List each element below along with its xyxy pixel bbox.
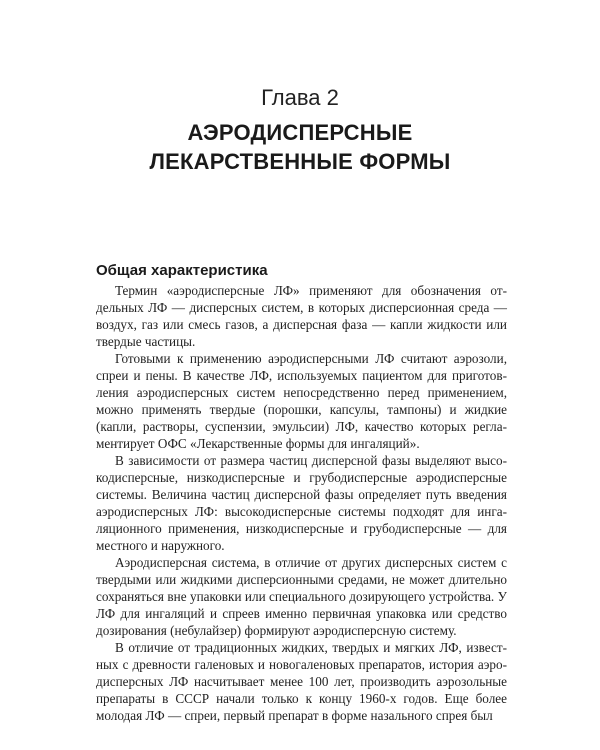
body-text bbox=[96, 282, 507, 724]
chapter-title bbox=[0, 118, 600, 176]
paragraph-4: Аэродисперсная система, в отличие от других дисперсных систем с твердыми или жидкими дисперсионными средами, не может длительно сохраняться вне упаковки или специального дозирующего устройства. У ЛФ для ингаляций и спреев именно первичная упаковка или средство дозирования (небулайзер) формируют аэродисперсную систему. bbox=[96, 555, 507, 638]
paragraph-1: Термин «аэродисперсные ЛФ» применяют для обозначения отдельных ЛФ — дисперсных систем, в которых дисперсионная среда — воздух, газ или смесь газов, а дисперсная фаза — капли жидкости или твердые частицы. bbox=[96, 283, 507, 349]
paragraph-3: В зависимости от размера частиц дисперсной фазы выделяют высокодисперсные, низкодисперсные и грубодисперсные аэродисперсные системы. Величина частиц дисперсной фазы определяет путь введения аэродисперсных ЛФ: высокодисперсные системы подходят для ингаляционного применения, низкодисперсные и грубодисперсные — для местного и наружного. bbox=[96, 453, 507, 553]
paragraph-2: Готовыми к применению аэродисперсными ЛФ считают аэрозоли, спреи и пены. В качестве ЛФ, используемых пациентом для приготовления аэродисперсных систем непосредственно перед применением, можно применять твердые (порошки, капсулы, тампоны) и жидкие (капли, растворы, суспензии, эмульсии) ЛФ, качество которых регламентирует ОФС «Лекарственные формы для ингаляций». bbox=[96, 351, 507, 451]
paragraph-5: В отличие от традиционных жидких, твердых и мягких ЛФ, известных с древности галеновых и новогаленовых препаратов, история аэродисперсных ЛФ насчитывает менее 100 лет, производить аэрозольные препараты в СССР начали только к концу 1960-х годов. Еще более молодая ЛФ — спреи, первый препарат в форме назального спрея был bbox=[96, 640, 507, 723]
chapter-title-line-1: АЭРОДИСПЕРСНЫЕ bbox=[187, 120, 413, 145]
chapter-label: Глава 2 bbox=[261, 85, 339, 110]
section-heading: Общая характеристика bbox=[96, 262, 268, 279]
chapter-title-line-2: ЛЕКАРСТВЕННЫЕ ФОРМЫ bbox=[149, 149, 451, 174]
